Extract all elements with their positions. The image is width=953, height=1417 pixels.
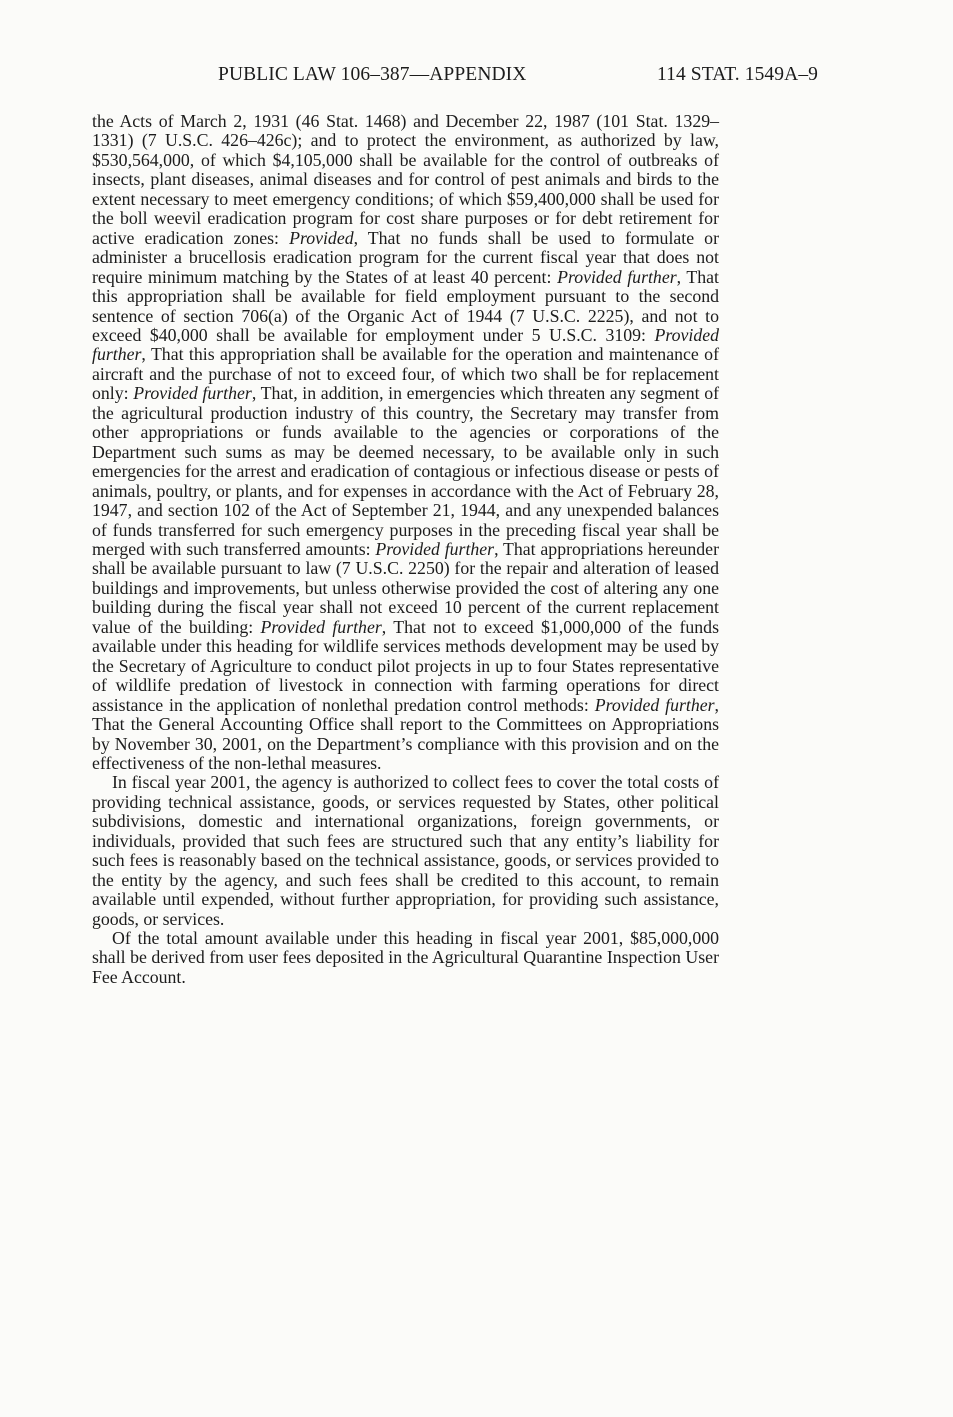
page-header [0, 64, 953, 88]
text-segment: , That this appropriation shall be available for the operation and maintenance of aircraft and the purchase of not to exceed four, of which two shall be for replacement only: [92, 344, 719, 404]
text-segment: the Acts of March 2, 1931 (46 Stat. 1468) and December 22, 1987 (101 Stat. 1329–1331) (7 U.S.C. 426–426c); and to protect the environment, as authorized by law, $530,564,000, of which $4,105,000 shall be available for the control of outbreaks of insects, plant diseases, animal diseases and for control of pest animals and birds to the extent necessary to meet emergency conditions; of which $59,400,000 shall be used for the boll weevil eradication program for cost share purposes or for debt retirement for active eradication zones: [92, 111, 719, 248]
statute-page-number: 114 STAT. 1549A–9 [657, 64, 819, 85]
text-segment: , That this appropriation shall be available for field employment pursuant to the second sentence of section 706(a) of the Organic Act of 1944 (7 U.S.C. 2225), and not to exceed $40,000 shall be available for employment under 5 U.S.C. 3109: [92, 266, 719, 345]
text-segment: In fiscal year 2001, the agency is authorized to collect fees to cover the total costs of providing technical assistance, goods, or services requested by States, other political subdivisions, domestic and international organizations, foreign governments, or individuals, provided that such fees are structured such that any entity’s liability for such fees is reasonably based on the technical assistance, goods, or services provided to the entity by the agency, and such fees shall be credited to this account, to remain available until expended, without further appropriation, for providing such assistance, goods, or services. [92, 772, 719, 929]
italic-proviso: Provided further [133, 383, 252, 404]
italic-proviso: Provided further [594, 694, 715, 715]
paragraph [92, 773, 719, 929]
italic-proviso: Provided further [557, 266, 677, 287]
text-segment: , That no funds shall be used to formulate or administer a brucellosis eradication program for the current fiscal year that does not require minimum matching by the States of at least 40 percent: [92, 227, 719, 287]
italic-proviso: Provided [289, 227, 354, 248]
text-segment: , That appropriations hereunder shall be available pursuant to law (7 U.S.C. 2250) for the repair and alteration of leased buildings and improvements, but unless otherwise provided the cost of altering any one building during the fiscal year shall not exceed 10 percent of the current replacement value of the building: [92, 538, 719, 637]
text-segment: , That, in addition, in emergencies which threaten any segment of the agricultural production industry of this country, the Secretary may transfer from other appropriations or funds available to the agencies or corporations of the Department such sums as may be deemed necessary, to be available only in such emergencies for the arrest and eradication of contagious or infectious disease or pests of animals, poultry, or plants, and for expenses in accordance with the Act of February 28, 1947, and section 102 of the Act of September 21, 1944, and any unexpended balances of funds transferred for such emergency purposes in the preceding fiscal year shall be merged with such transferred amounts: [92, 383, 720, 559]
italic-proviso: Provided further [92, 324, 719, 365]
running-head-title: PUBLIC LAW 106–387—APPENDIX [218, 64, 527, 85]
text-segment: , That the General Accounting Office shall report to the Committees on Appropriations by November 30, 2001, on the Department’s compliance with this provision and on the effectiveness of the non-lethal measures. [92, 694, 719, 773]
document-body [92, 112, 719, 987]
italic-proviso: Provided further [375, 538, 495, 559]
paragraph [92, 929, 719, 987]
italic-proviso: Provided further [260, 616, 382, 637]
text-segment: Of the total amount available under this heading in fiscal year 2001, $85,000,000 shall be derived from user fees deposited in the Agricultural Quarantine Inspection User Fee Account. [92, 928, 719, 987]
paragraph [92, 112, 719, 773]
text-segment: , That not to exceed $1,000,000 of the funds available under this heading for wildlife services methods development may be used by the Secretary of Agriculture to conduct pilot projects in up to four States representative of wildlife predation of livestock in connection with farming operations for direct assistance in the application of nonlethal predation control methods: [92, 616, 719, 715]
